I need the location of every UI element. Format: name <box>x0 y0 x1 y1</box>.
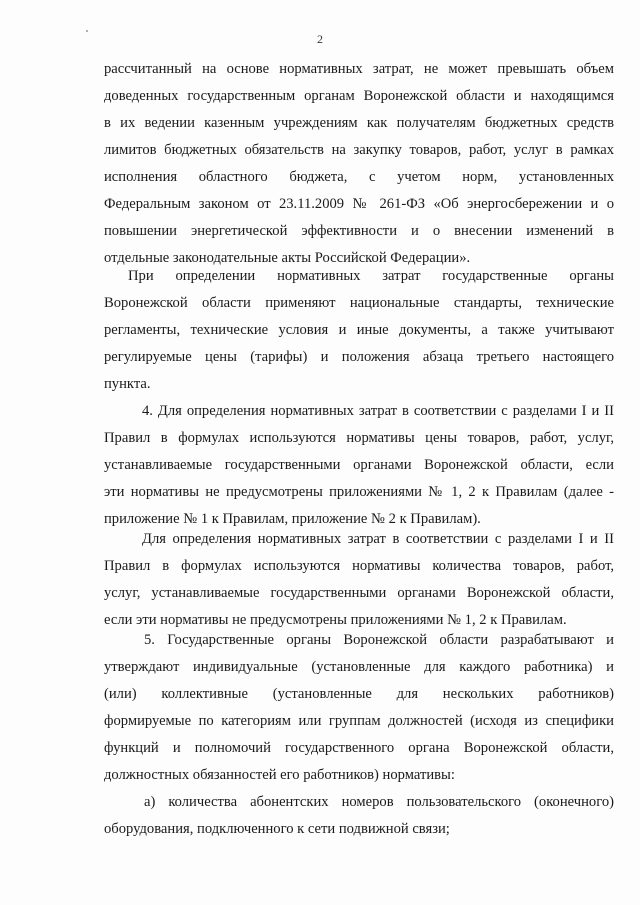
text-line: Правил в формулах используются нормативы количества товаров, работ, <box>104 558 614 574</box>
text-line: 5. Государственные органы Воронежской области разрабатывают и <box>144 632 614 648</box>
text-line: отдельные законодательные акты Российской Федерации». <box>104 250 471 266</box>
text-line: а) количества абонентских номеров пользовательского (оконечного) <box>144 794 614 810</box>
paragraph-item-5-a <box>104 789 614 843</box>
paragraph-item-5 <box>104 627 614 789</box>
text-line: исполнения областного бюджета, с учетом норм, установленных <box>104 169 614 185</box>
paragraph-continuation <box>104 56 614 272</box>
text-line: 4. Для определения нормативных затрат в соответствии с разделами I и II <box>142 403 614 419</box>
text-line: формируемые по категориям или группам должностей (исходя из специфики <box>104 713 614 729</box>
text-line: Воронежской области применяют национальные стандарты, технические <box>104 295 614 311</box>
text-line: должностных обязанностей его работников) нормативы: <box>104 767 455 783</box>
text-line: если эти нормативы не предусмотрены приложениями № 1, 2 к Правилам. <box>104 612 567 628</box>
text-line: рассчитанный на основе нормативных затрат, не может превышать объем <box>104 61 614 77</box>
paragraph-standards <box>104 263 614 398</box>
text-line: (или) коллективные (установленные для нескольких работников) <box>104 686 614 702</box>
paragraph-item-4-price <box>104 398 614 533</box>
text-line: Правил в формулах используются нормативы цены товаров, работ, услуг, <box>104 430 614 446</box>
text-line: утверждают индивидуальные (установленные для каждого работника) и <box>104 659 614 675</box>
text-line: регулируемые цены (тарифы) и положения абзаца третьего настоящего <box>104 349 614 365</box>
text-line: услуг, устанавливаемые государственными органами Воронежской области, <box>104 585 614 601</box>
text-line: оборудования, подключенного к сети подвижной связи; <box>104 821 450 837</box>
text-line: пункта. <box>104 376 151 392</box>
text-line: Федеральным законом от 23.11.2009 № 261-ФЗ «Об энергосбережении и о <box>104 196 614 212</box>
text-line: доведенных государственным органам Воронежской области и находящимся <box>104 88 614 104</box>
text-line: повышении энергетической эффективности и о внесении изменений в <box>104 223 614 239</box>
text-line: устанавливаемые государственными органами Воронежской области, если <box>104 457 614 473</box>
text-line: Для определения нормативных затрат в соответствии с разделами I и II <box>142 531 614 547</box>
text-line: эти нормативы не предусмотрены приложениями № 1, 2 к Правилам (далее - <box>104 484 614 500</box>
text-line: в их ведении казенным учреждениям как получателям бюджетных средств <box>104 115 614 131</box>
text-line: приложение № 1 к Правилам, приложение № 2 к Правилам). <box>104 511 481 527</box>
page-number: 2 <box>317 32 323 46</box>
text-line: При определении нормативных затрат государственные органы <box>128 268 614 284</box>
paragraph-item-4-quantity <box>104 526 614 634</box>
text-line: лимитов бюджетных обязательств на закупку товаров, работ, услуг в рамках <box>104 142 614 158</box>
text-line: функций и полномочий государственного органа Воронежской области, <box>104 740 614 756</box>
text-line: регламенты, технические условия и иные документы, а также учитывают <box>104 322 614 338</box>
